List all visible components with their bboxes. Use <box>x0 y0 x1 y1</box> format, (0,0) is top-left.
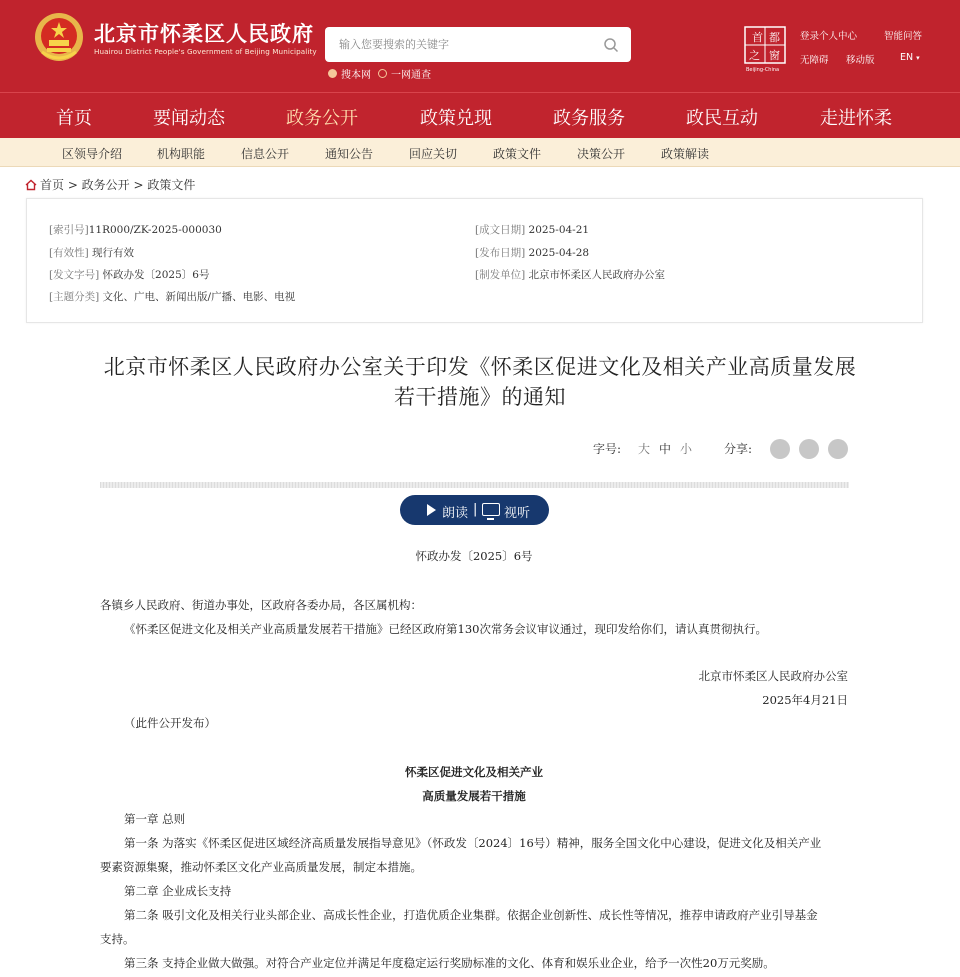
subnav-notices[interactable]: 通知公告 <box>325 147 374 161</box>
site-header <box>0 0 960 92</box>
font-large-button[interactable]: 大 <box>638 442 651 456</box>
radio-unchecked-icon <box>378 69 387 78</box>
read-aloud-button[interactable]: 朗读 | 视听 <box>400 495 549 525</box>
favorite-share-icon[interactable] <box>828 439 848 459</box>
subnav-policy-docs[interactable]: 政策文件 <box>493 147 542 161</box>
radio-checked-icon <box>328 69 337 78</box>
subnav-decisions[interactable]: 决策公开 <box>577 147 626 161</box>
measures-title-1: 怀柔区促进文化及相关产业 <box>405 765 543 779</box>
svg-text:之: 之 <box>749 49 760 62</box>
share-label: 分享: <box>724 442 753 456</box>
scope-all-web[interactable]: 一网通查 <box>378 66 431 81</box>
nav-services[interactable]: 政务服务 <box>553 108 625 129</box>
document-title: 北京市怀柔区人民政府办公室关于印发《怀柔区促进文化及相关产业高质量发展 若干措施》的通知 <box>103 355 857 409</box>
monitor-icon <box>482 503 500 516</box>
sub-nav <box>0 138 960 167</box>
info-publish-date: [发布日期] 2025-04-28 <box>475 247 590 259</box>
language-link[interactable]: EN ▾ <box>900 52 920 63</box>
subnav-interpretation[interactable]: 政策解读 <box>661 147 710 161</box>
home-icon <box>25 179 37 191</box>
capital-window-logo[interactable] <box>744 26 786 72</box>
subnav-responses[interactable]: 回应关切 <box>409 147 458 161</box>
play-icon <box>427 504 436 516</box>
info-validity: [有效性] 现行有效 <box>49 247 135 259</box>
nav-news[interactable]: 要闻动态 <box>153 108 225 129</box>
article-1-line1: 第一条 为落实《怀柔区促进区域经济高质量发展指导意见》（怀政发〔2024〕16号）精神，服务全国文化中心建设，促进文化及相关产业 <box>124 836 822 850</box>
national-emblem-icon[interactable] <box>34 12 84 62</box>
font-small-button[interactable]: 小 <box>680 442 693 456</box>
doc-number: 怀政办发〔2025〕6号 <box>415 549 533 563</box>
smart-qa-link[interactable]: 智能问答 <box>884 31 923 42</box>
title-divider <box>100 482 849 488</box>
info-doc-no: [发文字号] 怀政办发〔2025〕6号 <box>49 269 210 281</box>
chapter-1: 第一章 总则 <box>124 812 186 826</box>
info-issuer: [制发单位] 北京市怀柔区人民政府办公室 <box>475 269 666 281</box>
scope-this-site[interactable]: 搜本网 <box>328 66 371 81</box>
site-title[interactable]: 北京市怀柔区人民政府 <box>94 22 314 46</box>
subnav-leaders[interactable]: 区领导介绍 <box>62 147 123 161</box>
chapter-2: 第二章 企业成长支持 <box>124 884 232 898</box>
svg-text:Beijing-China: Beijing-China <box>746 67 780 72</box>
chevron-down-icon: ▾ <box>916 54 920 62</box>
publish-note: （此件公开发布） <box>124 716 216 730</box>
search-input[interactable] <box>325 27 595 62</box>
signature-date: 2025年4月21日 <box>762 693 848 707</box>
weibo-share-icon[interactable] <box>799 439 819 459</box>
login-link[interactable]: 登录个人中心 <box>800 31 858 42</box>
info-index-no: [索引号]11R000/ZK-2025-000030 <box>49 224 222 236</box>
nav-interaction[interactable]: 政民互动 <box>686 108 758 129</box>
article-2-line1: 第二条 吸引文化及相关行业头部企业、高成长性企业，打造优质企业集群。依据企业创新性、成长性等情况，推荐申请政府产业引导基金 <box>124 908 818 922</box>
breadcrumb-text[interactable]: 首页 > 政务公开 > 政策文件 <box>40 178 196 192</box>
doc-info-panel <box>26 198 923 323</box>
subnav-functions[interactable]: 机构职能 <box>157 147 206 161</box>
nav-home[interactable]: 首页 <box>56 108 92 129</box>
site-subtitle: Huairou District People's Government of Beijing Municipality <box>94 47 317 56</box>
svg-text:窗: 窗 <box>769 49 780 62</box>
body-paragraph: 《怀柔区促进文化及相关产业高质量发展若干措施》已经区政府第130次常务会议审议通过，现印发给你们，请认真贯彻执行。 <box>124 622 767 636</box>
search-icon[interactable] <box>603 37 619 53</box>
info-written-date: [成文日期] 2025-04-21 <box>475 224 590 236</box>
mobile-link[interactable]: 移动版 <box>846 55 875 66</box>
font-medium-button[interactable]: 中 <box>659 442 672 456</box>
accessibility-link[interactable]: 无障碍 <box>800 55 829 66</box>
measures-title-2: 高质量发展若干措施 <box>422 789 526 803</box>
breadcrumb <box>25 176 195 193</box>
main-nav <box>0 92 960 138</box>
wechat-share-icon[interactable] <box>770 439 790 459</box>
search-box <box>325 27 631 62</box>
recipients: 各镇乡人民政府、街道办事处，区政府各委办局，各区属机构： <box>100 598 422 612</box>
svg-text:首: 首 <box>752 31 763 44</box>
article-3-line1: 第三条 支持企业做大做强。对符合产业定位并满足年度稳定运行奖励标准的文化、体育和娱乐业企业，给予一次性20万元奖励。 <box>124 956 775 970</box>
article-2-line2: 支持。 <box>100 932 135 946</box>
nav-policy[interactable]: 政策兑现 <box>420 108 492 129</box>
font-size-label: 字号: <box>593 442 622 456</box>
article-1-line2: 要素资源集聚，推动怀柔区文化产业高质量发展，制定本措施。 <box>100 860 422 874</box>
signature: 北京市怀柔区人民政府办公室 <box>698 669 848 683</box>
info-topic: [主题分类] 文化、广电、新闻出版/广播、电影、电视 <box>49 291 296 303</box>
nav-about[interactable]: 走进怀柔 <box>820 108 892 129</box>
subnav-info[interactable]: 信息公开 <box>241 147 290 161</box>
nav-gov-affairs[interactable]: 政务公开 <box>286 108 358 129</box>
svg-text:都: 都 <box>769 31 780 44</box>
